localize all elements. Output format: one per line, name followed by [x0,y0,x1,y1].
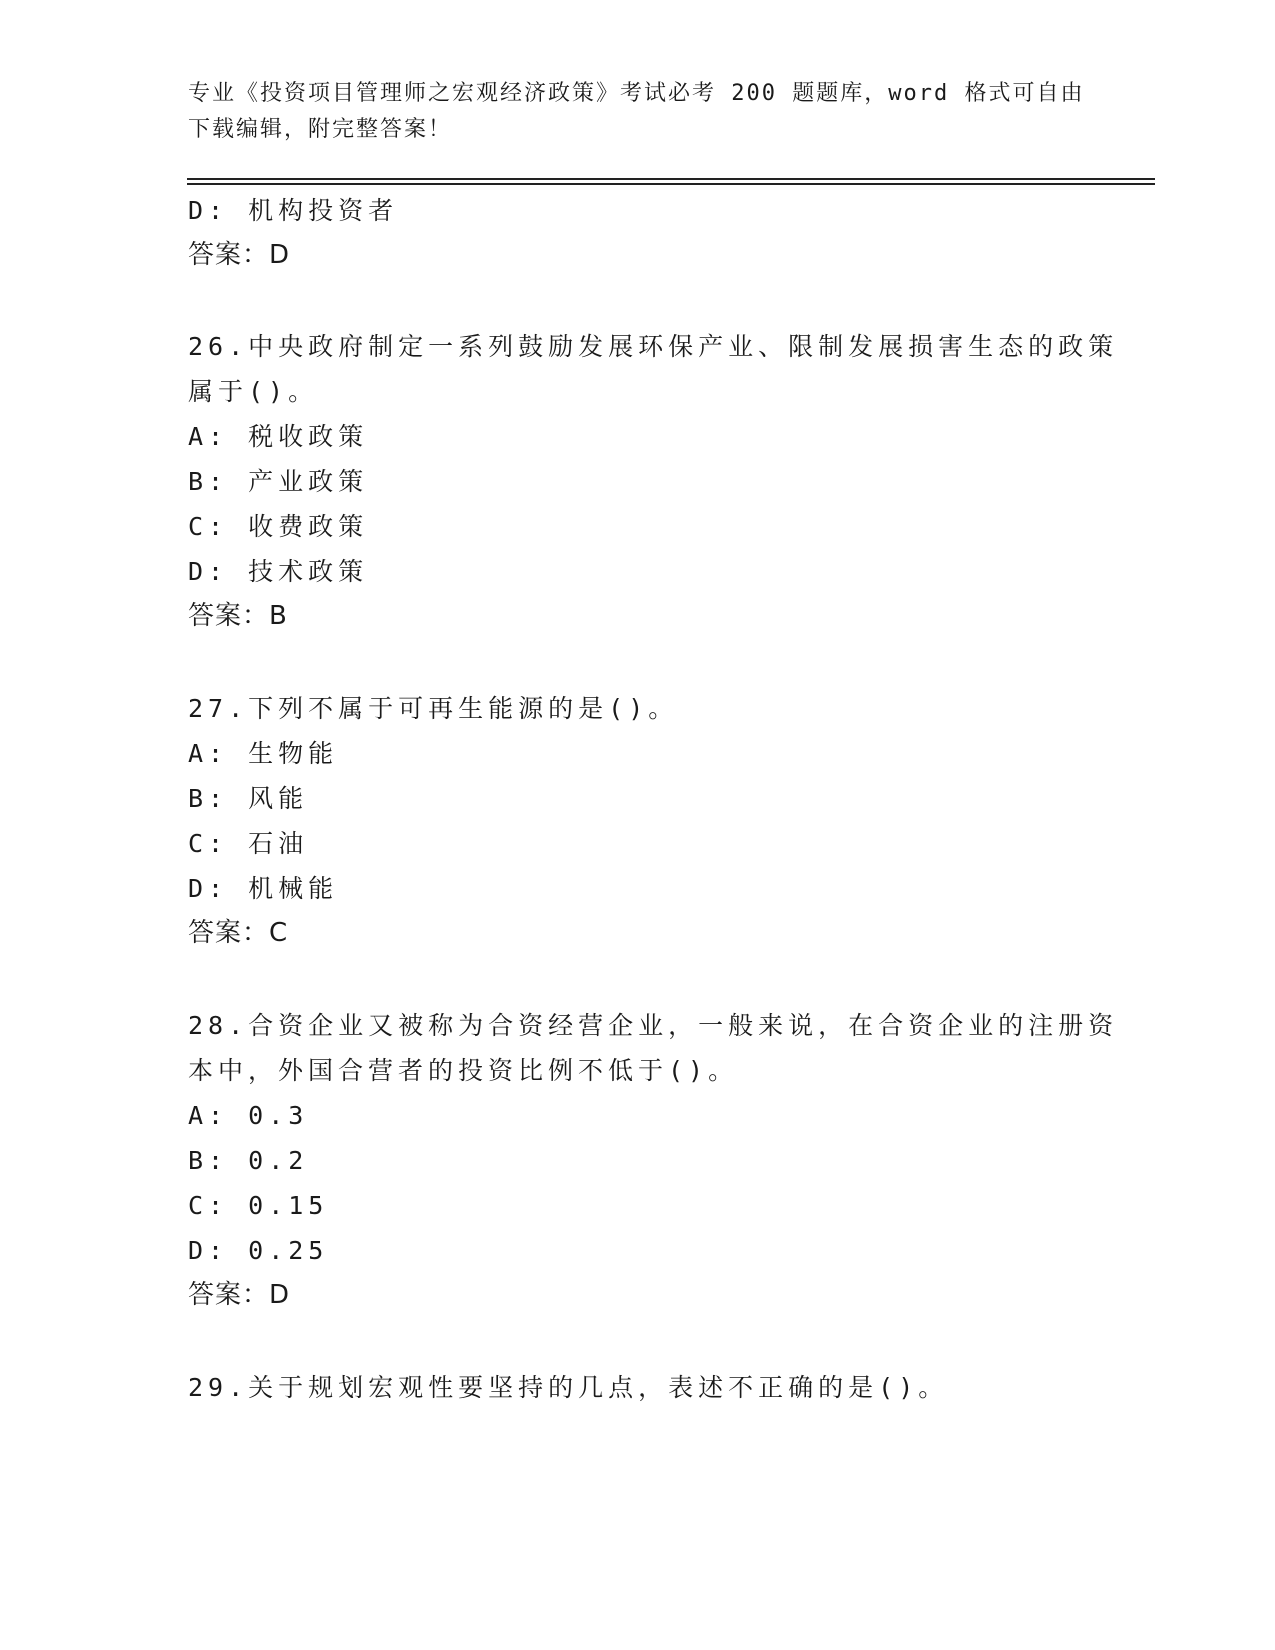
question-28 [188,1003,1119,1318]
option-a: A: 生物能 [188,739,339,768]
option-c: C: 收费政策 [188,512,369,541]
prev-option-d: D: 机构投资者 [188,196,399,225]
question-stem: 26.中央政府制定一系列鼓励发展环保产业、限制发展损害生态的政策 [188,332,1119,361]
question-stem: 27.下列不属于可再生能源的是()。 [188,694,679,723]
option-c: C: 0.15 [188,1191,329,1220]
header-line-2: 下载编辑，附完整答案！ [188,117,453,142]
prev-answer: 答案：D [188,240,291,270]
option-d: D: 机械能 [188,874,339,903]
option-d: D: 技术政策 [188,557,369,586]
option-b: B: 产业政策 [188,467,369,496]
option-d: D: 0.25 [188,1236,329,1265]
question-26 [188,324,1119,639]
answer: 答案：C [188,918,289,948]
question-stem-cont: 属于()。 [188,377,319,406]
answer: 答案：B [188,601,288,631]
option-b: B: 风能 [188,784,309,813]
question-29 [188,1365,1088,1410]
document-header [188,76,1088,148]
question-stem: 29.关于规划宏观性要坚持的几点，表述不正确的是()。 [188,1373,949,1402]
document-body [188,188,1119,1410]
option-a: A: 税收政策 [188,422,369,451]
option-b: B: 0.2 [188,1146,309,1175]
question-stem: 28.合资企业又被称为合资经营企业，一般来说，在合资企业的注册资 [188,1011,1119,1040]
header-rule-bottom [187,183,1155,185]
header-rule-top [187,178,1155,180]
option-a: A: 0.3 [188,1101,309,1130]
answer: 答案：D [188,1280,291,1310]
header-line-1: 专业《投资项目管理师之宏观经济政策》考试必考 200 题题库，word 格式可自由 [188,81,1085,106]
question-27 [188,686,1088,956]
option-c: C: 石油 [188,829,309,858]
question-stem-cont: 本中，外国合营者的投资比例不低于()。 [188,1056,739,1085]
